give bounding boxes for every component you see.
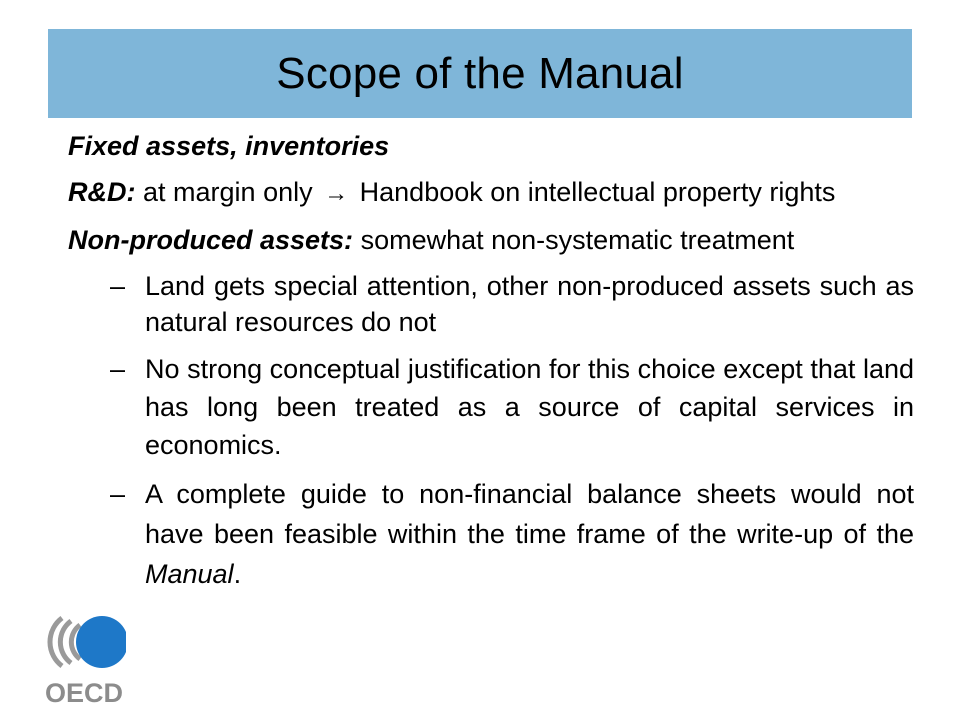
slide-title: Scope of the Manual (276, 48, 684, 98)
bullet-non-produced-assets (68, 222, 914, 258)
slide-body (68, 126, 914, 594)
sub-bullet-justification (68, 350, 914, 464)
bullet-text: Handbook on intellectual property rights (359, 177, 836, 207)
bullet-lead: R&D: (68, 177, 136, 207)
right-arrow-icon: → (324, 180, 349, 207)
sub-bullet-text: No strong conceptual justification for this choice except that land has long been treated as a source of capital services in economics. (145, 354, 914, 460)
bullet-text: somewhat non-systematic treatment (360, 225, 795, 255)
sub-bullet-complete-guide (68, 474, 914, 594)
bullet-lead: Non-produced assets: (68, 225, 354, 255)
oecd-logo-icon (44, 604, 126, 716)
bullet-rnd (68, 174, 914, 212)
manual-italic: Manual (145, 559, 234, 589)
dash-bullet: – (110, 479, 126, 509)
oecd-logo-text: OECD (45, 678, 124, 708)
slide-title-bar (48, 29, 912, 118)
dash-bullet: – (110, 271, 126, 301)
dash-bullet: – (110, 354, 126, 384)
sub-bullet-land (68, 268, 914, 340)
sub-bullet-text: Land gets special attention, other non-produced assets such as natural resources do not (145, 271, 914, 337)
sub-bullet-text: A complete guide to non-financial balance sheets would not have been feasible within the time frame of the write-up of the (145, 479, 914, 549)
bullet-text: at margin only (143, 177, 313, 207)
sub-bullet-end: . (233, 559, 242, 589)
bullet-fixed-assets (68, 128, 914, 164)
bullet-lead: Fixed assets, inventories (68, 131, 390, 161)
